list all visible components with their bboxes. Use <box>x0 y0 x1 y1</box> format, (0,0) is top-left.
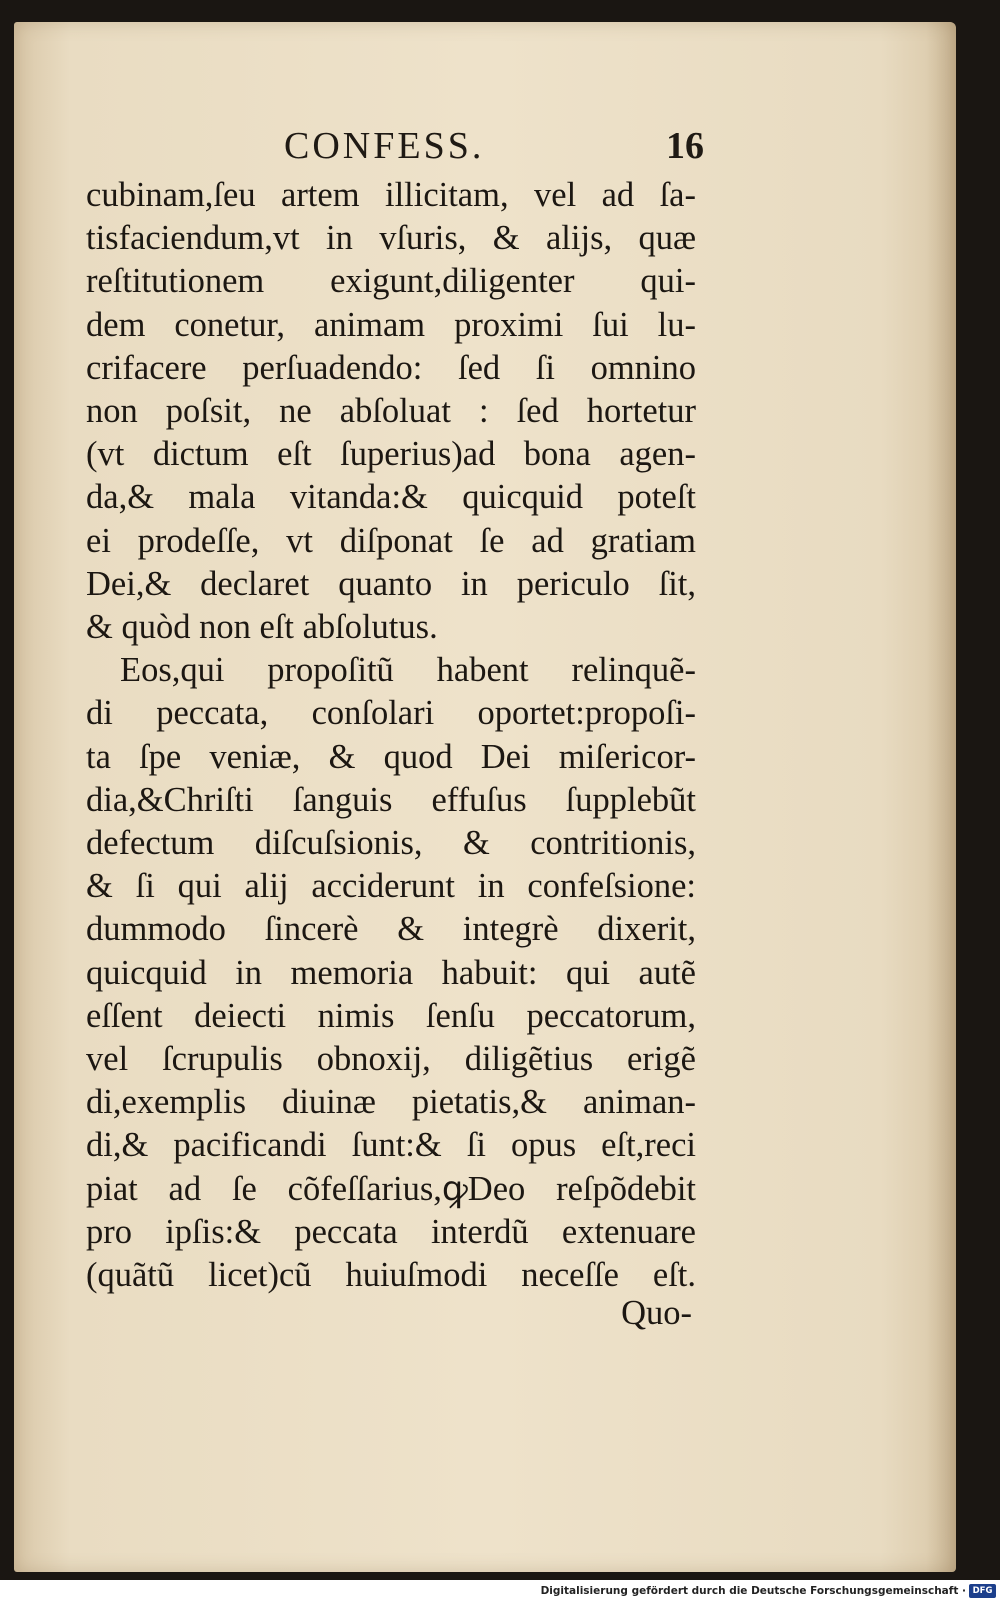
text-line: dummodo ſincerè & integrè dixerit, <box>86 910 696 949</box>
text-line: (vt dictum eſt ſuperius)ad bona agen- <box>86 435 696 474</box>
text-line: eſſent deiecti nimis ſenſu peccatorum, <box>86 996 696 1035</box>
text-line: di peccata, conſolari oportet:propoſi- <box>86 694 696 733</box>
text-line: ei prodeſſe, vt diſponat ſe ad gratiam <box>86 521 696 560</box>
text-line: piat ad ſe cõfeſſarius,ꝙDeo reſpõdebit <box>86 1169 696 1208</box>
text-line: vel ſcrupulis obnoxij, diligẽtius erigẽ <box>86 1040 696 1079</box>
text-line: di,& pacificandi ſunt:& ſi opus eſt,reci <box>86 1126 696 1165</box>
funding-credit: Digitalisierung gefördert durch die Deutsche Forschungsgemeinschaft · <box>540 1585 966 1597</box>
text-line: dem conetur, animam proximi ſui lu- <box>86 305 696 344</box>
running-title: CONFESS. <box>284 125 485 167</box>
text-line: crifacere perſuadendo: ſed ſi omnino <box>86 348 696 387</box>
text-line: cubinam,ſeu artem illicitam, vel ad ſa- <box>86 176 696 214</box>
text-line: dia,&Chriſti ſanguis effuſus ſupplebũt <box>86 780 696 819</box>
text-line: quicquid in memoria habuit: qui autẽ <box>86 953 696 992</box>
text-line: da,& mala vitanda:& quicquid poteſt <box>86 478 696 517</box>
page-header <box>84 124 704 174</box>
text-line: & ſi qui alij acciderunt in confeſsione: <box>86 867 696 906</box>
page-edge-shadow <box>926 22 956 1572</box>
text-line-paragraph-end: & quòd non eſt abſolutus. <box>86 608 438 647</box>
text-line: pro ipſis:& peccata interdũ extenuare <box>86 1212 696 1251</box>
text-line: di,exemplis diuinæ pietatis,& animan- <box>86 1083 696 1122</box>
text-line: Dei,& declaret quanto in periculo ſit, <box>86 564 696 603</box>
dfg-logo-icon: DFG <box>969 1584 996 1598</box>
text-line: ta ſpe veniæ, & quod Dei miſericor- <box>86 737 696 776</box>
body-text <box>86 174 696 1297</box>
text-line: (quãtũ licet)cũ huiuſmodi neceſſe eſt. <box>86 1256 696 1295</box>
book-page <box>14 22 956 1572</box>
text-line: reſtitutionem exigunt,diligenter qui- <box>86 262 696 301</box>
page-number: 16 <box>666 125 704 167</box>
catchword: Quo- <box>621 1294 692 1332</box>
text-line-paragraph-start: Eos,qui propoſitũ habent relinquẽ- <box>120 651 696 690</box>
text-line: tisfaciendum,vt in vſuris, & alijs, quæ <box>86 219 696 258</box>
digitization-footer <box>0 1580 1000 1603</box>
text-line: defectum diſcuſsionis, & contritionis, <box>86 824 696 863</box>
text-line: non poſsit, ne abſoluat : ſed hortetur <box>86 392 696 431</box>
